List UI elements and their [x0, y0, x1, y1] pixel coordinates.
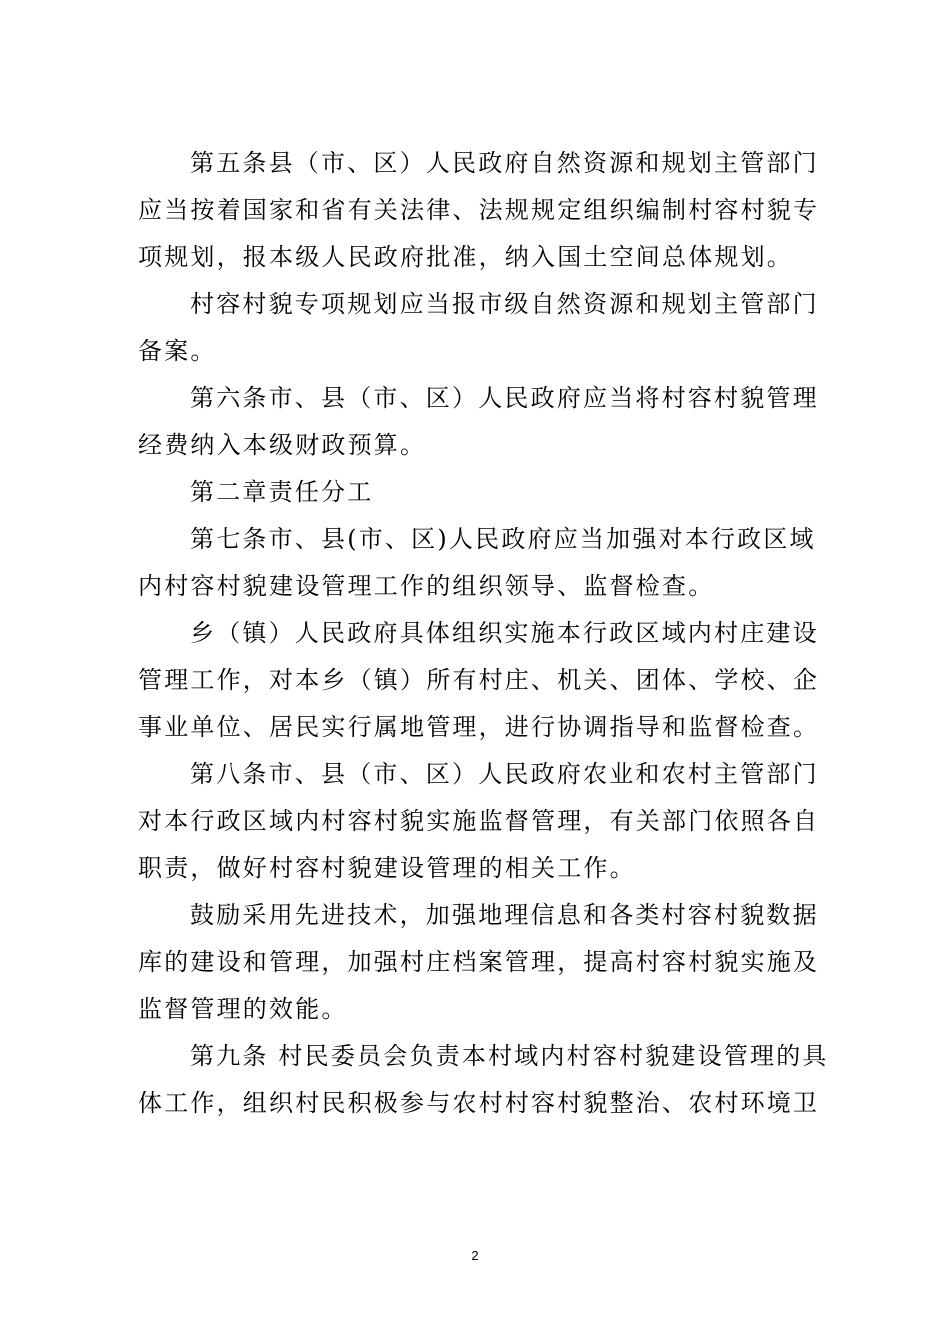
article-9-paragraph	[138, 1033, 829, 1127]
technology-encouragement-paragraph	[138, 892, 818, 1033]
text-line: 第七条市、县(市、区)人民政府应当加强对本行政区域	[190, 525, 816, 553]
text-line: 第五条县（市、区）人民政府自然资源和规划主管部门	[190, 149, 819, 177]
text-line: 第二章责任分工	[190, 478, 374, 506]
document-body	[138, 140, 829, 1127]
township-duties-paragraph	[138, 610, 818, 751]
text-line: 备案。	[138, 337, 217, 365]
text-line: 事业单位、居民实行属地管理，进行协调指导和监督检查。	[138, 713, 820, 741]
text-line: 第九条 村民委员会负责本村域内村容村貌建设管理的具	[190, 1042, 829, 1070]
text-line: 项规划，报本级人民政府批准，纳入国土空间总体规划。	[138, 243, 793, 271]
text-line: 应当按着国家和省有关法律、法规规定组织编制村容村貌专	[138, 196, 820, 224]
text-line: 管理工作，对本乡（镇）所有村庄、机关、团体、学校、企	[138, 666, 820, 694]
page-number: 2	[471, 1248, 479, 1263]
article-7-paragraph	[138, 516, 818, 610]
text-line: 第六条市、县（市、区）人民政府应当将村容村貌管理	[190, 384, 819, 412]
text-line: 第八条市、县（市、区）人民政府农业和农村主管部门	[190, 760, 819, 788]
text-line: 村容村貌专项规划应当报市级自然资源和规划主管部门	[190, 290, 819, 318]
text-line: 库的建设和管理，加强村庄档案管理，提高村容村貌实施及	[138, 948, 820, 976]
text-line: 对本行政区域内村容村貌实施监督管理，有关部门依照各自	[138, 807, 820, 835]
article-5-filing-paragraph	[138, 281, 818, 375]
text-line: 经费纳入本级财政预算。	[138, 431, 427, 459]
article-6-paragraph	[138, 375, 818, 469]
text-line: 鼓励采用先进技术，加强地理信息和各类村容村貌数据	[190, 901, 819, 929]
text-line: 体工作，组织村民积极参与农村村容村貌整治、农村环境卫	[138, 1089, 820, 1117]
chapter-2-heading	[138, 469, 818, 516]
text-line: 内村容村貌建设管理工作的组织领导、监督检查。	[138, 572, 715, 600]
text-line: 监督管理的效能。	[138, 995, 348, 1023]
article-8-paragraph	[138, 751, 818, 892]
text-line: 乡（镇）人民政府具体组织实施本行政区域内村庄建设	[190, 619, 819, 647]
text-line: 职责，做好村容村貌建设管理的相关工作。	[138, 854, 636, 882]
article-5-paragraph	[138, 140, 818, 281]
